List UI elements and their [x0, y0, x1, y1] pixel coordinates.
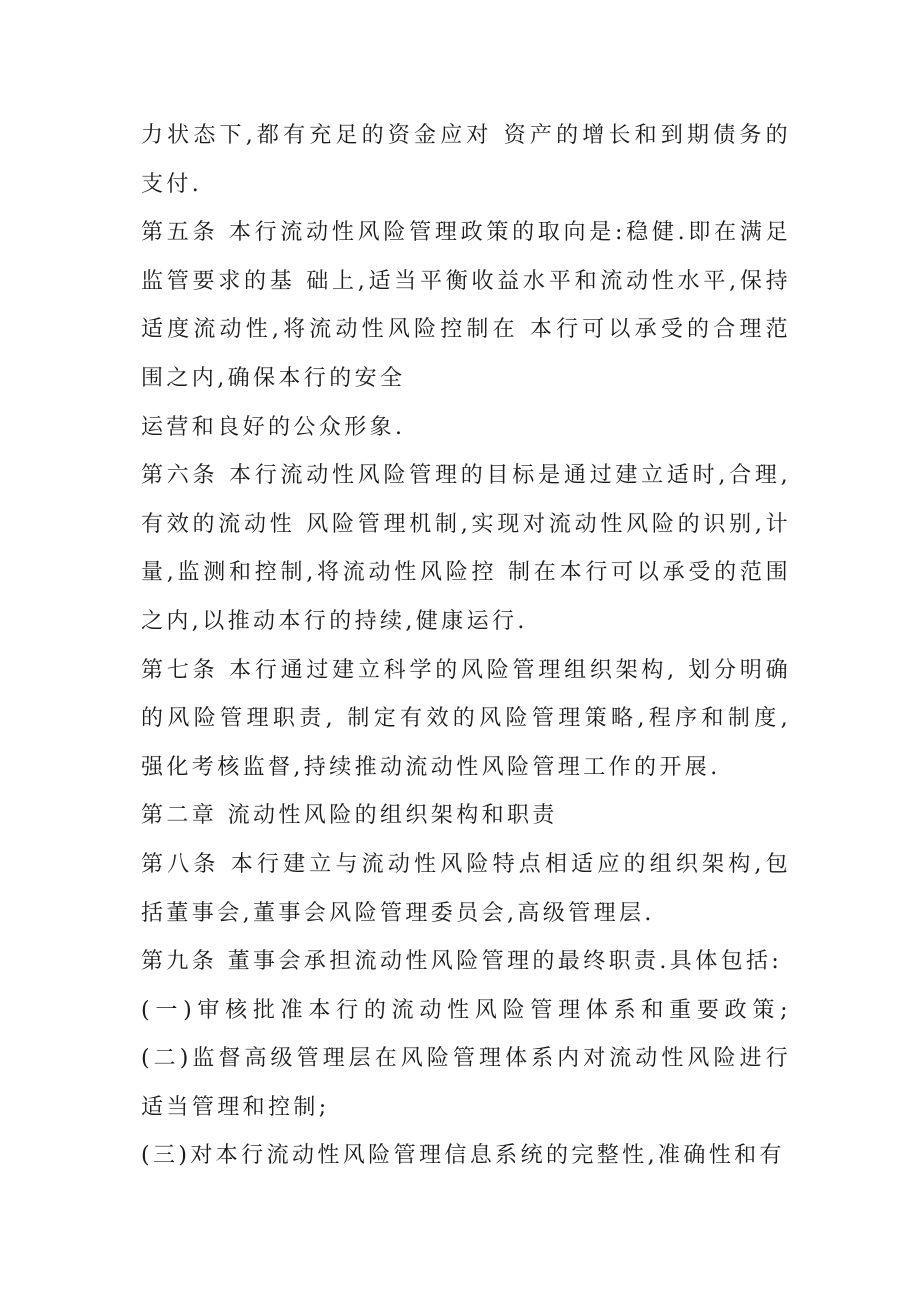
chapter-2-heading: 第二章 流动性风险的组织架构和职责	[141, 803, 558, 829]
article-8: 第八条 本行建立与流动性风险特点相适应的组织架构,包括董事会,董事会风险管理委员会,高级管理层.	[141, 851, 791, 926]
body-text	[141, 112, 791, 1181]
article-7: 第七条 本行通过建立科学的风险管理组织架构, 划分明确的风险管理职责, 制定有效的风险管理策略,程序和制度,强化考核监督,持续推动流动性风险管理工作的开展.	[141, 657, 791, 780]
article-5-continuation: 运营和良好的公众形象.	[141, 414, 406, 440]
article-9-item-3: (三)对本行流动性风险管理信息系统的完整性,准确性和有	[141, 1143, 785, 1169]
paragraph-continuation: 力状态下,都有充足的资金应对 资产的增长和到期债务的支付.	[141, 123, 791, 197]
article-6: 第六条 本行流动性风险管理的目标是通过建立适时,合理,有效的流动性 风险管理机制,实现对流动性风险的识别,计量,监测和控制,将流动性风险控 制在本行可以承受的范围之内,以推动本行的持续,健康运行.	[141, 463, 791, 634]
article-9: 第九条 董事会承担流动性风险管理的最终职责.具体包括:	[141, 949, 783, 975]
article-9-items-1-2: (一)审核批准本行的流动性风险管理体系和重要政策; (二)监督高级管理层在风险管理体系内对流动性风险进行适当管理和控制;	[141, 997, 791, 1120]
article-5: 第五条 本行流动性风险管理政策的取向是:稳健.即在满足监管要求的基 础上,适当平衡收益水平和流动性水平,保持适度流动性,将流动性风险控制在 本行可以承受的合理范围之内,确保本行的安全	[141, 220, 791, 391]
